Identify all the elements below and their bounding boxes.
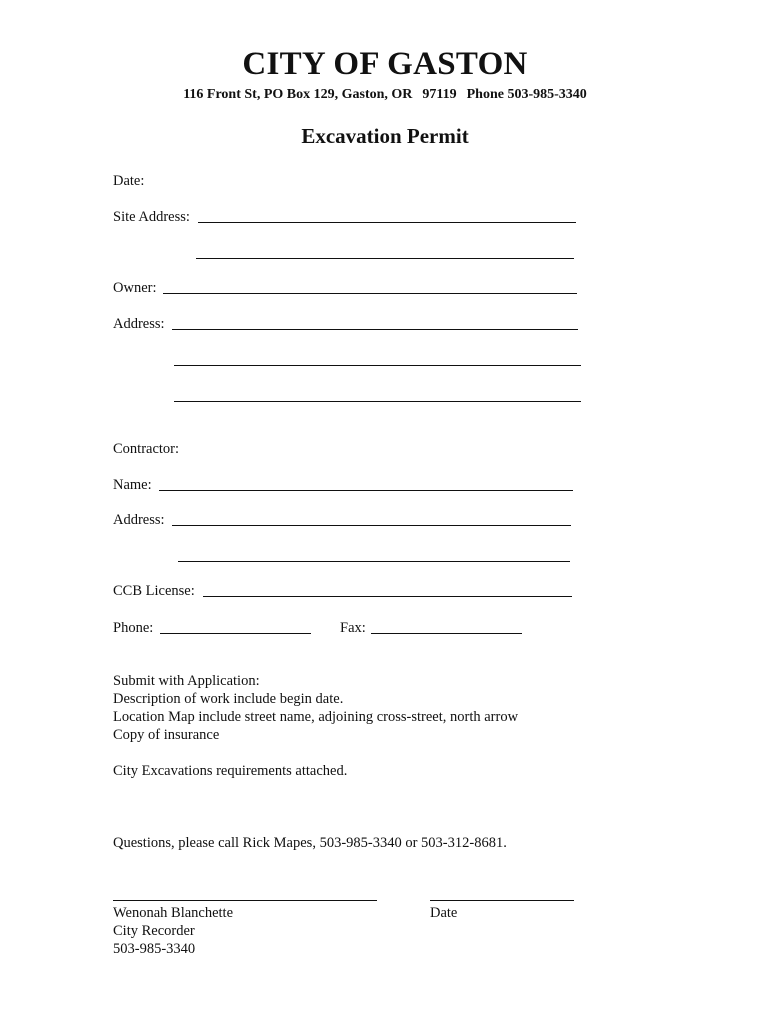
signatory-title: City Recorder	[113, 923, 195, 939]
signature-date-line[interactable]	[430, 900, 574, 901]
city-contact-line	[0, 87, 770, 103]
phone-field-line[interactable]	[160, 633, 311, 634]
submit-item: Copy of insurance	[113, 727, 220, 743]
owner-address-field-line-1[interactable]	[172, 329, 578, 330]
ccb-license-label: CCB License:	[113, 583, 195, 599]
owner-label: Owner:	[113, 280, 157, 296]
city-name: CITY OF GASTON	[242, 46, 528, 82]
submit-item: Location Map include street name, adjoining cross-street, north arrow	[113, 709, 519, 725]
site-address-field-line-2[interactable]	[196, 258, 574, 259]
owner-address-field-line-3[interactable]	[174, 401, 581, 402]
contractor-name-label: Name:	[113, 477, 152, 493]
owner-field-line[interactable]	[163, 293, 577, 294]
contractor-heading: Contractor:	[113, 441, 180, 457]
city-address: 116 Front St, PO Box 129, Gaston, OR	[183, 87, 413, 102]
fax-field-line[interactable]	[371, 633, 522, 634]
fax-label: Fax:	[340, 620, 366, 636]
contractor-address-label: Address:	[113, 512, 165, 528]
contractor-address-field-line-2[interactable]	[178, 561, 570, 562]
phone-label: Phone:	[113, 620, 154, 636]
signature-date-label: Date	[430, 905, 458, 921]
contractor-name-field-line[interactable]	[159, 490, 573, 491]
signatory-phone: 503-985-3340	[113, 941, 196, 957]
submit-item: Description of work include begin date.	[113, 691, 344, 707]
requirements-note: City Excavations requirements attached.	[113, 763, 348, 779]
site-address-label: Site Address:	[113, 209, 190, 225]
signatory-name: Wenonah Blanchette	[113, 905, 234, 921]
site-address-field-line-1[interactable]	[198, 222, 576, 223]
owner-address-label: Address:	[113, 316, 165, 332]
date-label: Date:	[113, 173, 145, 189]
owner-address-field-line-2[interactable]	[174, 365, 581, 366]
signatory-block	[113, 904, 233, 958]
city-phone: Phone 503-985-3340	[466, 87, 587, 102]
contractor-address-field-line-1[interactable]	[172, 525, 571, 526]
submit-heading: Submit with Application:	[113, 673, 260, 689]
ccb-license-field-line[interactable]	[203, 596, 572, 597]
city-zip: 97119	[422, 87, 457, 102]
form-title: Excavation Permit	[301, 124, 469, 148]
questions-note: Questions, please call Rick Mapes, 503-985-3340 or 503-312-8681.	[113, 835, 507, 851]
submit-instructions	[113, 672, 518, 744]
signature-line[interactable]	[113, 900, 377, 901]
